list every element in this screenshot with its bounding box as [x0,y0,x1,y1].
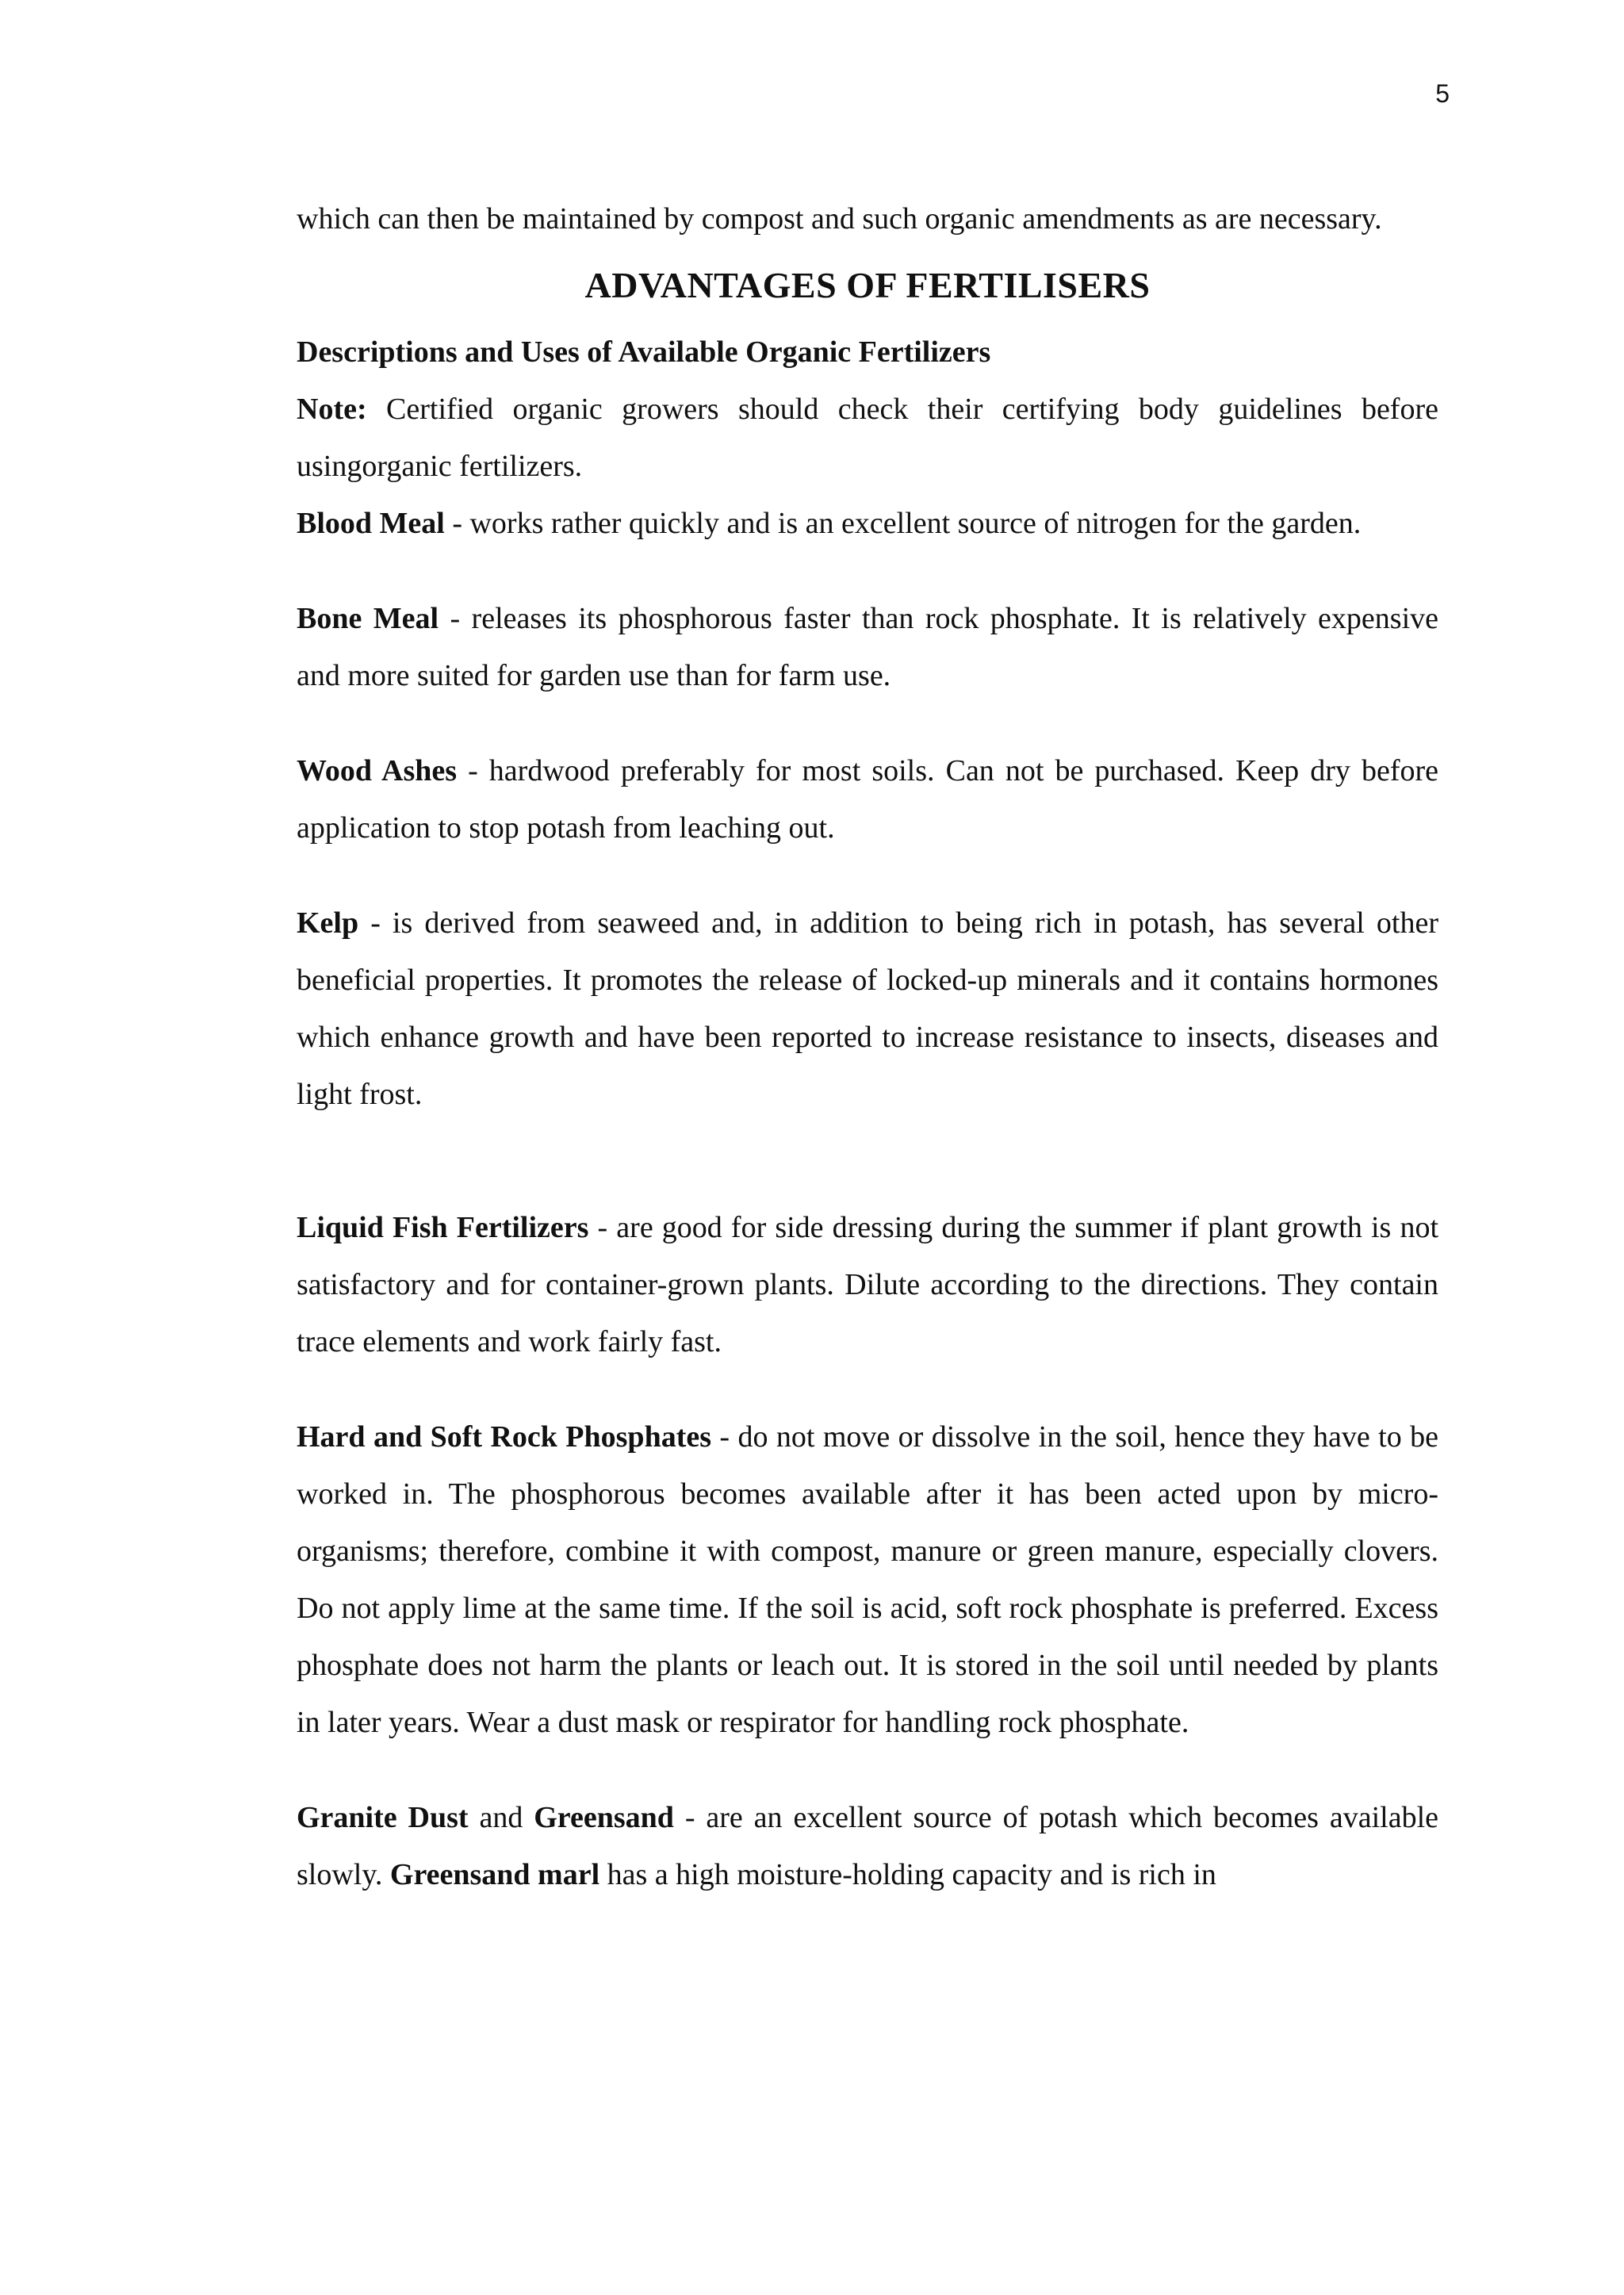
entry-text: - are good for side dressing during the summer if plant growth is not satisfactory and for container-grown plants. Dilute according to the directions. They contain trace elements and work fairly fast. [297,1211,1438,1358]
entry-text: - are an excellent source of potash which becomes available slowly. [297,1801,1438,1891]
note-text: Certified organic growers should check their certifying body guidelines before usingorganic fertilizers. [297,393,1438,483]
entry-text: - works rather quickly and is an excellent source of nitrogen for the garden. [444,507,1362,540]
entry-text: - do not move or dissolve in the soil, hence they have to be worked in. The phosphorous becomes available after it has been acted upon by micro-organisms; therefore, combine it with compost, manure or green manure, especially clovers. Do not apply lime at the same time. If the soil is acid, soft rock phosphate is preferred. Excess phosphate does not harm the plants or leach out. It is stored in the soil until needed by plants in later years. Wear a dust mask or respirator for handling rock phosphate. [297,1420,1438,1739]
intro-paragraph: which can then be maintained by compost and such organic amendments as are necessary. [297,202,1382,236]
entry-term: Bone Meal [297,602,439,635]
entry-text: has a high moisture-holding capacity and is rich in [599,1858,1216,1891]
entry-term: Greensand [534,1801,674,1834]
entry-liquid-fish-fertilizers [297,1199,1438,1370]
entry-term: Wood Ashes [297,754,458,787]
note-paragraph [297,381,1438,495]
entry-text: - is derived from seaweed and, in addition to being rich in potash, has several other beneficial properties. It promotes the release of locked-up minerals and it contains hormones which enhance growth and have been reported to increase resistance to insects, diseases and light frost. [297,906,1438,1111]
entry-blood-meal [297,495,1438,552]
entry-wood-ashes [297,742,1438,856]
subsection-heading: Descriptions and Uses of Available Organic Fertilizers [297,335,991,369]
entry-term: Hard and Soft Rock Phosphates [297,1420,712,1454]
entry-kelp [297,895,1438,1123]
entry-text: - hardwood preferably for most soils. Can not be purchased. Keep dry before application to stop potash from leaching out. [297,754,1439,845]
entry-joiner: and [468,1801,534,1834]
entry-term: Kelp [297,906,359,940]
entry-term: Greensand marl [389,1858,600,1891]
entry-term: Granite Dust [297,1801,469,1834]
entry-granite-dust-greensand [297,1789,1438,1903]
entry-rock-phosphates [297,1408,1438,1751]
entry-bone-meal [297,590,1438,704]
entry-term: Blood Meal [297,507,445,540]
entry-term: Liquid Fish Fertilizers [297,1211,589,1244]
page-number: 5 [1435,79,1450,108]
entry-text: - releases its phosphorous faster than rock phosphate. It is relatively expensive and more suited for garden use than for farm use. [297,602,1439,692]
section-heading: ADVANTAGES OF FERTILISERS [584,265,1151,305]
document-body [297,190,1438,1903]
note-label: Note: [297,393,367,426]
